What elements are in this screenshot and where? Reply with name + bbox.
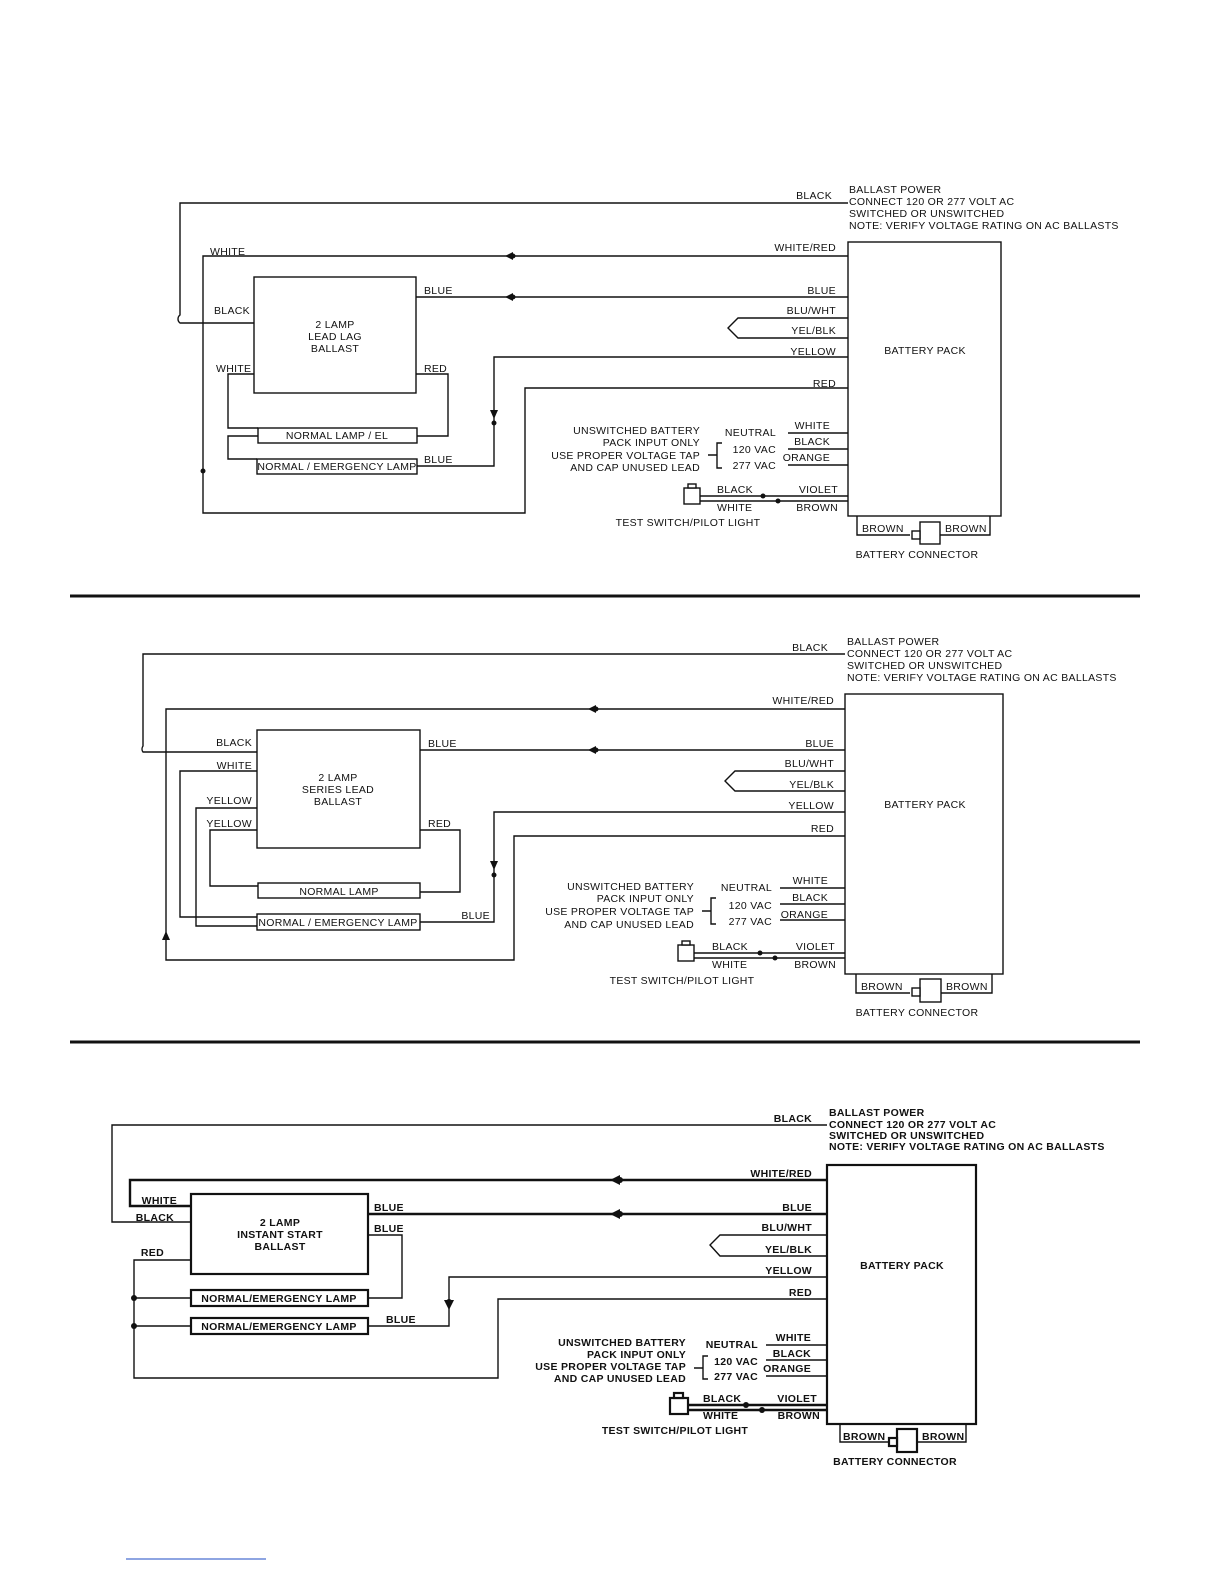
tap-277: 277 VAC	[732, 460, 776, 472]
battery-brown-2: BROWN	[922, 1431, 965, 1443]
battery-pack-box	[848, 242, 1001, 516]
wire-brown-label: BROWN	[796, 502, 838, 514]
power-note-1: BALLAST POWER	[849, 184, 942, 196]
wire-yellow-label: YELLOW	[765, 1265, 812, 1277]
test-switch-icon	[670, 1398, 688, 1414]
wire-white-input: WHITE	[775, 1332, 811, 1344]
ballast-blue-label: BLUE	[374, 1202, 404, 1214]
power-note-2: CONNECT 120 OR 277 VOLT AC	[847, 648, 1013, 660]
test-switch-icon	[684, 488, 700, 504]
tap-277: 277 VAC	[728, 916, 772, 928]
lamp-1-label: NORMAL LAMP / EL	[285, 430, 389, 442]
battery-pack-label: BATTERY PACK	[884, 799, 966, 811]
battery-pack-box	[845, 694, 1003, 974]
wire-violet-label: VIOLET	[798, 484, 838, 496]
input-note-4: AND CAP UNUSED LEAD	[570, 462, 700, 474]
lamp-red-taps	[134, 1298, 191, 1326]
ballast-red-lead	[420, 830, 460, 892]
lamp-2-label: NORMAL/EMERGENCY LAMP	[201, 1321, 357, 1333]
diagram-lead-lag	[178, 184, 1119, 561]
power-note-4: NOTE: VERIFY VOLTAGE RATING ON AC BALLASTS	[829, 1141, 1105, 1153]
wire-blu-wht-label: BLU/WHT	[786, 305, 836, 317]
power-note-4: NOTE: VERIFY VOLTAGE RATING ON AC BALLASTS	[849, 220, 1119, 232]
diagram-series-lead	[142, 636, 1117, 1019]
wire-brown-label: BROWN	[777, 1410, 820, 1422]
tap-bracket	[702, 898, 716, 924]
wire-white-red-label: WHITE/RED	[750, 1168, 812, 1180]
ballast-white-lead	[180, 771, 257, 917]
wire-yellow-label: YELLOW	[790, 346, 836, 358]
ballast-blue-lead-2	[368, 1235, 402, 1298]
ballast-blue-label-2: BLUE	[374, 1223, 404, 1235]
tap-bracket	[708, 443, 722, 468]
ballast-label-2: LEAD LAG	[308, 331, 362, 343]
wire-red-label: RED	[810, 823, 834, 835]
power-note-2: CONNECT 120 OR 277 VOLT AC	[849, 196, 1015, 208]
wire-blu-wht-label: BLU/WHT	[761, 1222, 812, 1234]
wire-white-label: WHITE	[210, 246, 246, 258]
test-switch-label: TEST SWITCH/PILOT LIGHT	[601, 1425, 749, 1437]
ballast-red-lead	[416, 374, 448, 436]
ballast-red-label: RED	[424, 363, 448, 375]
ballast-label-3: BALLAST	[310, 343, 360, 355]
lamp-1-label: NORMAL/EMERGENCY LAMP	[201, 1293, 357, 1305]
wire-yel-blk-label: YEL/BLK	[789, 779, 834, 791]
power-note-3: SWITCHED OR UNSWITCHED	[849, 208, 1005, 220]
wire-white-input: WHITE	[792, 875, 828, 887]
tap-120: 120 VAC	[732, 444, 776, 456]
power-note-1: BALLAST POWER	[829, 1107, 925, 1119]
power-note-2: CONNECT 120 OR 277 VOLT AC	[829, 1119, 997, 1131]
input-note-2: PACK INPUT ONLY	[586, 1349, 686, 1361]
battery-connector-label: BATTERY CONNECTOR	[855, 549, 979, 561]
wire-yel-blk-label: YEL/BLK	[764, 1244, 812, 1256]
ballast-label-3: BALLAST	[313, 796, 363, 808]
wire-orange-input: ORANGE	[763, 1363, 811, 1375]
ballast-white-label: WHITE	[141, 1195, 177, 1207]
battery-pack-label: BATTERY PACK	[884, 345, 966, 357]
ballast-label-2: INSTANT START	[237, 1229, 323, 1241]
ballast-yellow-label-1: YELLOW	[206, 795, 252, 807]
ballast-label-3: BALLAST	[254, 1241, 306, 1253]
wire-orange-input: ORANGE	[780, 909, 828, 921]
wire-white-red-label: WHITE/RED	[774, 242, 836, 254]
battery-pack-box	[827, 1165, 976, 1424]
input-note-1: UNSWITCHED BATTERY	[558, 1337, 686, 1349]
tap-120: 120 VAC	[728, 900, 772, 912]
switch-white-label: WHITE	[703, 1410, 739, 1422]
switch-black-label: BLACK	[712, 941, 748, 953]
wire-black-label: BLACK	[796, 190, 832, 202]
ballast-black-label: BLACK	[216, 737, 252, 749]
input-note-4: AND CAP UNUSED LEAD	[553, 1373, 686, 1385]
battery-connector-icon	[920, 979, 941, 1002]
lamp-blue-label: BLUE	[461, 910, 490, 922]
input-note-3: USE PROPER VOLTAGE TAP	[535, 1361, 686, 1373]
lamp-2-label: NORMAL / EMERGENCY LAMP	[257, 461, 417, 473]
switch-white-label: WHITE	[712, 959, 748, 971]
battery-brown-2: BROWN	[946, 981, 988, 993]
wire-blue-label: BLUE	[805, 738, 834, 750]
tap-120: 120 VAC	[714, 1356, 758, 1368]
input-note-4: AND CAP UNUSED LEAD	[564, 919, 694, 931]
wire-black-label: BLACK	[773, 1113, 812, 1125]
wire-brown-label: BROWN	[794, 959, 836, 971]
wire-blu-wht-label: BLU/WHT	[784, 758, 834, 770]
ballast-blue-label: BLUE	[428, 738, 457, 750]
test-switch-icon	[678, 945, 694, 961]
wire-black-input: BLACK	[794, 436, 830, 448]
input-note-3: USE PROPER VOLTAGE TAP	[551, 450, 700, 462]
wire-black-input: BLACK	[772, 1348, 811, 1360]
ballast-yellow-label-2: YELLOW	[206, 818, 252, 830]
test-switch-wires	[700, 496, 848, 501]
battery-brown-2: BROWN	[945, 523, 987, 535]
tap-277: 277 VAC	[714, 1371, 758, 1383]
input-note-3: USE PROPER VOLTAGE TAP	[545, 906, 694, 918]
battery-pack-label: BATTERY PACK	[860, 1260, 944, 1272]
switch-black-label: BLACK	[717, 484, 753, 496]
test-switch-label: TEST SWITCH/PILOT LIGHT	[615, 517, 761, 529]
ballast-label-1: 2 LAMP	[318, 772, 358, 784]
power-note-3: SWITCHED OR UNSWITCHED	[847, 660, 1003, 672]
power-note-4: NOTE: VERIFY VOLTAGE RATING ON AC BALLASTS	[847, 672, 1117, 684]
wire-blue-label: BLUE	[782, 1202, 812, 1214]
tap-bracket	[694, 1356, 708, 1379]
wire-white-red-label: WHITE/RED	[772, 695, 834, 707]
switch-white-label: WHITE	[717, 502, 753, 514]
lamp-1-label: NORMAL LAMP	[299, 886, 379, 898]
diagram-instant-start	[112, 1107, 1105, 1468]
power-note-1: BALLAST POWER	[847, 636, 940, 648]
wire-black-input: BLACK	[792, 892, 828, 904]
wire-yellow	[368, 1277, 827, 1326]
ballast-red-label: RED	[140, 1247, 164, 1259]
power-note-3: SWITCHED OR UNSWITCHED	[829, 1130, 985, 1142]
input-note-2: PACK INPUT ONLY	[596, 893, 694, 905]
wire-yel-blk-label: YEL/BLK	[791, 325, 836, 337]
ballast-black-label: BLACK	[135, 1212, 174, 1224]
battery-connector-label: BATTERY CONNECTOR	[833, 1456, 957, 1468]
ballast-blue-label: BLUE	[424, 285, 453, 297]
wire-red-label: RED	[788, 1287, 812, 1299]
wire-black-label: BLACK	[792, 642, 828, 654]
wire-violet-label: VIOLET	[795, 941, 835, 953]
switch-black-label: BLACK	[703, 1393, 742, 1405]
wire-white-input: WHITE	[794, 420, 830, 432]
lamp-blue-label: BLUE	[424, 454, 453, 466]
lamp-2-label: NORMAL / EMERGENCY LAMP	[258, 917, 418, 929]
ballast-white-label: WHITE	[216, 363, 252, 375]
ballast-white-label: WHITE	[216, 760, 252, 772]
ballast-label-1: 2 LAMP	[259, 1217, 301, 1229]
battery-brown-1: BROWN	[843, 1431, 886, 1443]
battery-connector-label: BATTERY CONNECTOR	[855, 1007, 979, 1019]
battery-brown-1: BROWN	[862, 523, 904, 535]
wire-violet-label: VIOLET	[777, 1393, 817, 1405]
ballast-black-label: BLACK	[214, 305, 250, 317]
test-switch-wires	[694, 953, 845, 958]
wire-yellow-label: YELLOW	[788, 800, 834, 812]
lamp-blue-label: BLUE	[386, 1314, 416, 1326]
tap-neutral: NEUTRAL	[720, 882, 772, 894]
tap-neutral: NEUTRAL	[724, 427, 776, 439]
battery-connector-icon	[920, 522, 940, 544]
wire-blue-label: BLUE	[807, 285, 836, 297]
tap-neutral: NEUTRAL	[705, 1339, 758, 1351]
lamp-jumper	[228, 436, 258, 459]
ballast-label-2: SERIES LEAD	[301, 784, 375, 796]
ballast-label-1: 2 LAMP	[315, 319, 355, 331]
ballast-red-label: RED	[428, 818, 452, 830]
battery-brown-1: BROWN	[861, 981, 903, 993]
input-note-2: PACK INPUT ONLY	[602, 437, 700, 449]
wire-red-label: RED	[812, 378, 836, 390]
ballast-yellow-lead-2	[210, 830, 258, 886]
wire-orange-input: ORANGE	[782, 452, 830, 464]
battery-connector-icon	[897, 1429, 917, 1452]
test-switch-label: TEST SWITCH/PILOT LIGHT	[609, 975, 755, 987]
input-note-1: UNSWITCHED BATTERY	[567, 881, 694, 893]
input-note-1: UNSWITCHED BATTERY	[573, 425, 700, 437]
